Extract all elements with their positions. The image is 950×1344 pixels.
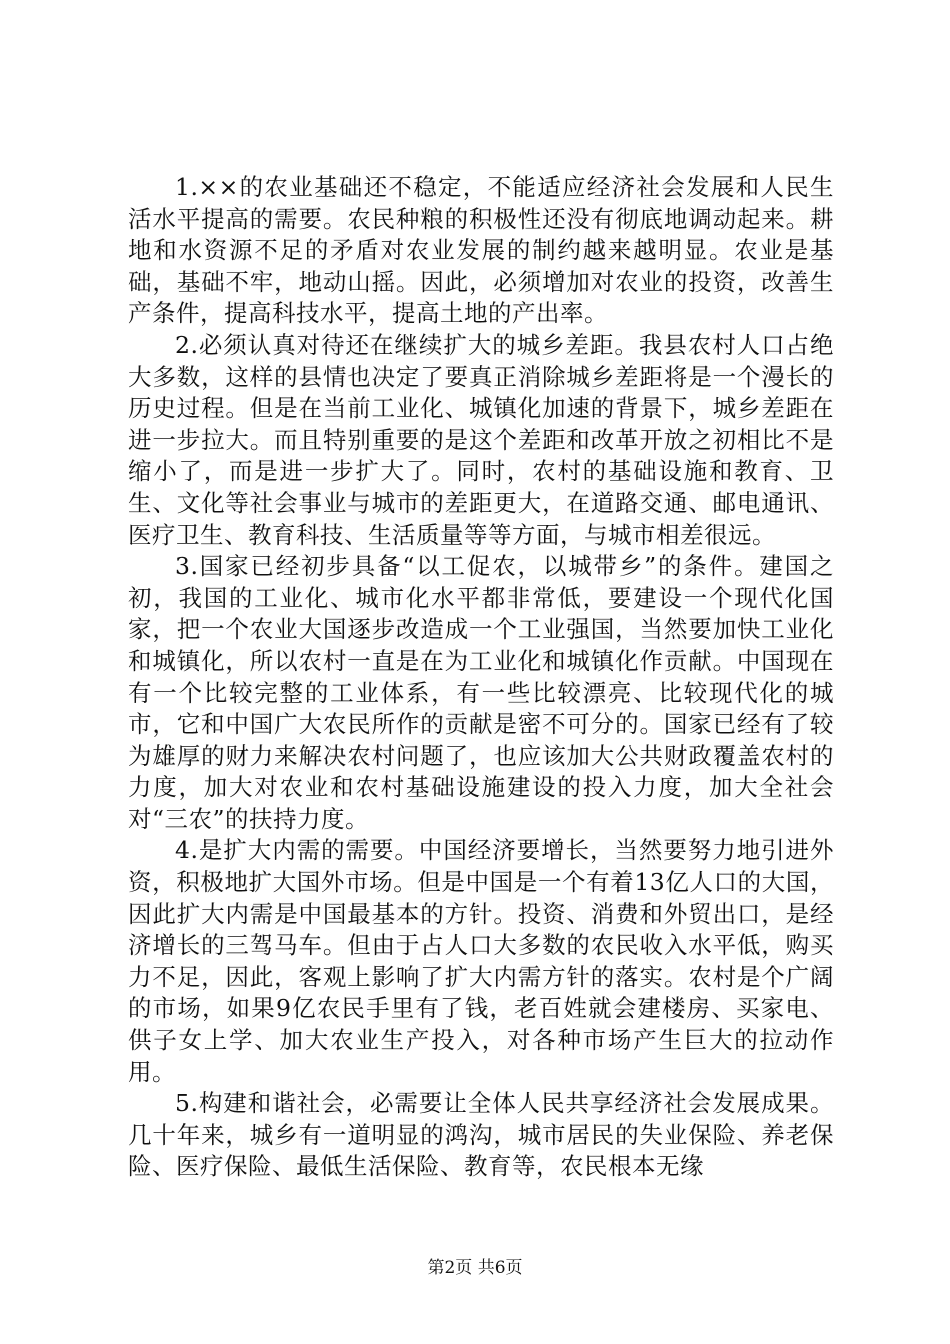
- paragraph-1: 1.××的农业基础还不稳定，不能适应经济社会发展和人民生活水平提高的需要。农民种粮的积极性还没有彻底地调动起来。耕地和水资源不足的矛盾对农业发展的制约越来越明显。农业是基础，基础不牢，地动山摇。因此，必须增加对农业的投资，改善生产条件，提高科技水平，提高土地的产出率。: [128, 173, 834, 328]
- paragraph-2: 2.必须认真对待还在继续扩大的城乡差距。我县农村人口占绝大多数，这样的县情也决定了要真正消除城乡差距将是一个漫长的历史过程。但是在当前工业化、城镇化加速的背景下，城乡差距在进一步拉大。而且特别重要的是这个差距和改革开放之初相比不是缩小了，而是进一步扩大了。同时，农村的基础设施和教育、卫生、文化等社会事业与城市的差距更大，在道路交通、邮电通讯、医疗卫生、教育科技、生活质量等等方面，与城市相差很远。: [128, 330, 834, 549]
- document-body: [128, 172, 834, 1183]
- page-number-footer: 第2页 共6页: [427, 1258, 523, 1278]
- paragraph-3: 3.国家已经初步具备“以工促农，以城带乡”的条件。建国之初，我国的工业化、城市化水平都非常低，要建设一个现代化国家，把一个农业大国逐步改造成一个工业强国，当然要加快工业化和城镇化，所以农村一直是在为工业化和城镇化作贡献。中国现在有一个比较完整的工业体系，有一些比较漂亮、比较现代化的城市，它和中国广大农民所作的贡献是密不可分的。国家已经有了较为雄厚的财力来解决农村问题了，也应该加大公共财政覆盖农村的力度，加大对农业和农村基础设施建设的投入力度，加大全社会对“三农”的扶持力度。: [128, 552, 834, 833]
- paragraph-4: 4.是扩大内需的需要。中国经济要增长，当然要努力地引进外资，积极地扩大国外市场。但是中国是一个有着13亿人口的大国，因此扩大内需是中国最基本的方针。投资、消费和外贸出口，是经济增长的三驾马车。但由于占人口大多数的农民收入水平低，购买力不足，因此，客观上影响了扩大内需方针的落实。农村是个广阔的市场，如果9亿农民手里有了钱，老百姓就会建楼房、买家电、供子女上学、加大农业生产投入，对各种市场产生巨大的拉动作用。: [128, 836, 834, 1086]
- paragraph-5: 5.构建和谐社会，必需要让全体人民共享经济社会发展成果。几十年来，城乡有一道明显的鸿沟，城市居民的失业保险、养老保险、医疗保险、最低生活保险、教育等，农民根本无缘: [128, 1089, 834, 1181]
